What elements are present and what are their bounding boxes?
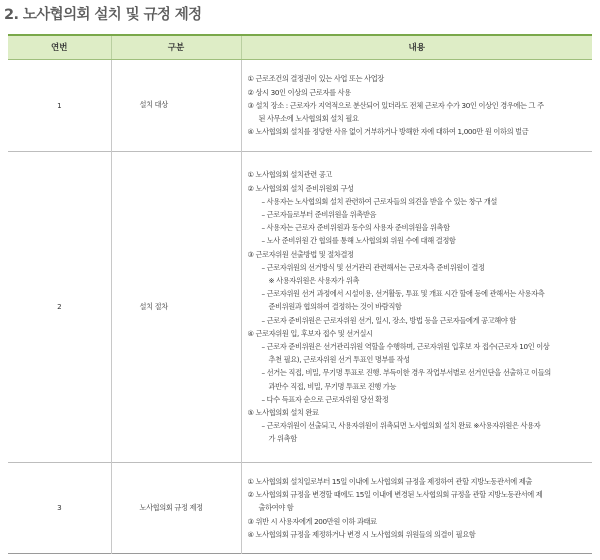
content-line: ③ 근로자위원 선출방법 및 절차결정 <box>247 249 354 259</box>
row-content <box>241 59 592 151</box>
content-line: – 근로자 준비위원은 근로자위원 선거, 일시, 장소, 방법 등을 근로자들에게 공고해야 함 <box>261 315 516 325</box>
content-line: – 근로자위원 선거 과정에서 시설이용, 선거활동, 투표 및 개표 시간 할애 등에 관해서는 사용자측 <box>261 289 545 299</box>
row-number: 2 <box>8 151 111 462</box>
table-row <box>8 59 592 151</box>
header-category: 구분 <box>111 35 241 59</box>
table-header-row <box>8 35 592 59</box>
content-line: ① 노사협의회 설치일로부터 15일 이내에 노사협의회 규정을 제정하여 관할 지방노동관서에 제출 <box>247 476 532 486</box>
content-line: – 근로자들로부터 준비위원을 위촉받음 <box>261 209 377 219</box>
content-line: 된 사무소에 노사협의회 설치 필요 <box>258 114 359 124</box>
row-content <box>241 151 592 462</box>
row-category: 설치 대상 <box>111 59 241 151</box>
content-line: 준비위원과 협의하여 결정하는 것이 바람직함 <box>268 302 402 312</box>
row-content <box>241 462 592 553</box>
row-category: 노사협의회 규정 제정 <box>111 462 241 553</box>
row-category: 설치 절차 <box>111 151 241 462</box>
content-line: ⑤ 노사협의회 설치 완료 <box>247 408 319 418</box>
content-line: ③ 설치 장소 : 근로자가 지역적으로 분산되어 있더라도 전체 근로자 수가 30인 이상인 경우에는 그 주 <box>247 100 544 110</box>
content-line: – 근로자위원이 선출되고, 사용자위원이 위촉되면 노사협의회 설치 완료 ※사용자위원은 사용자 <box>261 421 541 431</box>
table-row <box>8 462 592 553</box>
content-line: ※ 사용자위원은 사용자가 위촉 <box>268 275 360 285</box>
content-line: ② 노사협의회 설치 준비위원회 구성 <box>247 183 354 193</box>
table-row <box>8 151 592 462</box>
content-line: – 사용자는 노사협의회 설치 관련하여 근로자들의 의견을 받을 수 있는 창구 개설 <box>261 196 498 206</box>
content-line: – 노사 준비위원 간 협의를 통해 노사협의회 위원 수에 대해 결정함 <box>261 236 456 246</box>
procedure-table <box>8 34 592 554</box>
content-line: ① 노사협의회 설치관련 공고 <box>247 170 332 180</box>
content-line: ④ 근로자위원 입, 후보자 접수 및 선거실시 <box>247 328 373 338</box>
section-title: 2. 노사협의회 설치 및 규정 제정 <box>4 7 202 23</box>
content-line: ② 상시 30인 이상의 근로자를 사용 <box>247 87 351 97</box>
content-line: ④ 노사협의회 설치를 정당한 사유 없이 거부하거나 방해한 자에 대하여 1,000만 원 이하의 벌금 <box>247 127 529 137</box>
content-line: ① 근로조건의 결정권이 있는 사업 또는 사업장 <box>247 74 384 84</box>
content-line: – 근로자위원의 선거방식 및 선거관리 관련해서는 근로자측 준비위원이 결정 <box>261 262 485 272</box>
content-line: – 선거는 직접, 비밀, 무기명 투표로 진행. 부득이한 경우 작업부서별로 선거인단을 선출하고 이들의 <box>261 368 551 378</box>
content-line: ③ 위반 시 사용자에게 200만원 이하 과태료 <box>247 516 377 526</box>
content-line: – 사용자는 근로자 준비위원과 동수의 사용자 준비위원을 위촉함 <box>261 223 450 233</box>
content-line: – 근로자 준비위원은 선거관리위원 역할을 수행하며, 근로자위원 입후보 자 접수(근로자 10인 이상 <box>261 342 550 351</box>
content-line: 과반수 직접, 비밀, 무기명 투표로 진행 가능 <box>268 381 397 391</box>
content-line: 가 위촉함 <box>268 434 297 444</box>
content-line: 추천 필요), 근로자위원 선거 투표인 명부를 작성 <box>268 355 410 365</box>
content-line: – 다수 득표자 순으로 근로자위원 당선 확정 <box>261 394 389 404</box>
header-content: 내용 <box>241 35 592 59</box>
content-line: ④ 노사협의회 규정을 제정하거나 변경 시 노사협의회 위원들의 의결이 필요함 <box>247 529 476 539</box>
content-line: 출하여야 함 <box>258 503 294 513</box>
content-line: ② 노사협의회 규정을 변경할 때에도 15일 이내에 변경된 노사협의회 규정을 관할 지방노동관서에 제 <box>247 490 543 500</box>
row-number: 3 <box>8 462 111 553</box>
row-number: 1 <box>8 59 111 151</box>
header-no: 연번 <box>8 35 111 59</box>
